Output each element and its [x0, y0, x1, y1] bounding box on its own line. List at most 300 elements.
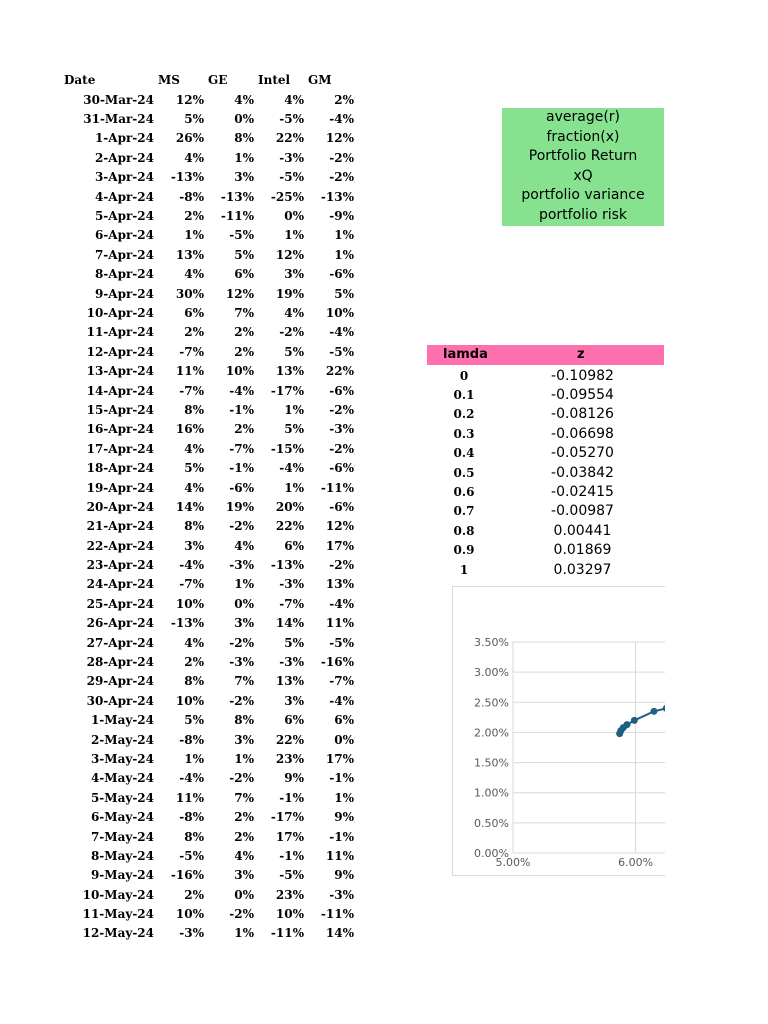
header-intel: Intel: [258, 73, 291, 87]
date-cell: 2-May-24: [90, 732, 154, 747]
ms-cell: 2%: [184, 887, 204, 902]
lambda-table: [427, 366, 664, 579]
portfolio-summary-labels: [502, 108, 664, 226]
ge-cell: -3%: [229, 655, 254, 670]
intel-cell: 14%: [275, 616, 304, 631]
ge-cell: -13%: [220, 189, 254, 204]
ge-cell: 2%: [234, 325, 254, 340]
table-row: [427, 463, 664, 482]
z-cell: -0.02415: [551, 484, 614, 501]
table-row: [58, 827, 354, 846]
lamda-cell: 0.2: [453, 407, 475, 422]
y-tick-label: 0.00%: [474, 847, 509, 860]
returns-body: [58, 90, 354, 943]
ge-cell: 3%: [234, 170, 254, 185]
intel-cell: -5%: [279, 112, 304, 127]
z-cell: -0.09554: [551, 387, 614, 404]
ge-cell: 5%: [234, 247, 254, 262]
date-cell: 9-Apr-24: [94, 286, 154, 301]
date-cell: 8-May-24: [90, 848, 154, 863]
gm-cell: 2%: [334, 92, 354, 107]
table-row: [58, 885, 354, 904]
ge-cell: 7%: [234, 674, 254, 689]
table-row: [427, 444, 664, 463]
date-cell: 15-Apr-24: [86, 402, 154, 417]
ms-cell: 14%: [175, 499, 204, 514]
gm-cell: -11%: [320, 907, 354, 922]
gm-cell: 0%: [334, 732, 354, 747]
lamda-cell: 0.3: [453, 426, 475, 441]
gm-cell: 12%: [325, 519, 354, 534]
gm-cell: -2%: [329, 170, 354, 185]
ge-cell: 1%: [234, 926, 254, 941]
y-tick-label: 1.00%: [474, 786, 509, 800]
date-cell: 22-Apr-24: [86, 538, 154, 553]
table-row: [58, 866, 354, 885]
lamda-cell: 0.9: [453, 543, 475, 558]
table-row: [58, 594, 354, 613]
intel-cell: 19%: [275, 286, 304, 301]
gm-cell: 9%: [334, 810, 354, 825]
ms-cell: 11%: [175, 364, 204, 379]
gm-cell: -2%: [329, 441, 354, 456]
header-ms: MS: [158, 73, 180, 87]
ms-cell: 8%: [184, 402, 204, 417]
date-cell: 13-Apr-24: [86, 364, 154, 379]
intel-cell: 23%: [275, 751, 304, 766]
intel-cell: 3%: [284, 693, 304, 708]
header-lamda: lamda: [443, 347, 488, 362]
table-row: [58, 420, 354, 439]
gm-cell: -4%: [329, 596, 354, 611]
date-cell: 30-Mar-24: [83, 92, 154, 107]
intel-cell: -11%: [270, 926, 304, 941]
intel-cell: -15%: [270, 441, 304, 456]
summary-label-portfolio-risk: portfolio risk: [538, 206, 628, 223]
table-row: [58, 749, 354, 768]
table-row: [58, 769, 354, 788]
ge-cell: 1%: [234, 751, 254, 766]
date-cell: 12-Apr-24: [86, 344, 154, 359]
date-cell: 14-Apr-24: [86, 383, 154, 398]
intel-cell: 4%: [284, 305, 304, 320]
summary-label-average: average(r): [546, 109, 620, 125]
date-cell: 16-Apr-24: [86, 422, 154, 437]
table-row: [58, 303, 354, 322]
intel-cell: 6%: [284, 538, 304, 553]
intel-cell: 23%: [275, 887, 304, 902]
intel-cell: 10%: [275, 907, 304, 922]
intel-cell: 20%: [275, 499, 304, 514]
gm-cell: -2%: [329, 558, 354, 573]
z-cell: -0.03842: [551, 464, 614, 481]
ms-cell: 30%: [175, 286, 204, 301]
data-point: [631, 717, 638, 724]
table-row: [58, 614, 354, 633]
z-cell: -0.06698: [551, 425, 614, 442]
intel-cell: -3%: [279, 655, 304, 670]
intel-cell: -3%: [279, 577, 304, 592]
date-cell: 23-Apr-24: [86, 558, 154, 573]
ms-cell: 6%: [184, 305, 204, 320]
date-cell: 3-May-24: [90, 751, 154, 766]
ge-cell: 3%: [234, 868, 254, 883]
chart-svg: [453, 587, 665, 875]
ms-cell: 1%: [184, 751, 204, 766]
table-row: [58, 517, 354, 536]
gm-cell: -4%: [329, 112, 354, 127]
ms-cell: -3%: [179, 926, 204, 941]
date-cell: 27-Apr-24: [86, 635, 154, 650]
date-cell: 25-Apr-24: [86, 596, 154, 611]
ms-cell: -8%: [179, 732, 204, 747]
ge-cell: -2%: [229, 693, 254, 708]
ge-cell: -2%: [229, 771, 254, 786]
gm-cell: -11%: [320, 480, 354, 495]
gm-cell: -3%: [329, 422, 354, 437]
lambda-table-body: [427, 366, 664, 579]
date-cell: 6-May-24: [90, 810, 154, 825]
gm-cell: 17%: [325, 538, 354, 553]
ms-cell: -13%: [170, 170, 204, 185]
ge-cell: -11%: [220, 209, 254, 224]
intel-cell: 4%: [284, 92, 304, 107]
date-cell: 1-Apr-24: [94, 131, 154, 146]
intel-cell: 6%: [284, 713, 304, 728]
table-row: [58, 633, 354, 652]
gm-cell: 6%: [334, 713, 354, 728]
summary-label-fraction: fraction(x): [546, 128, 620, 145]
ms-cell: 11%: [175, 790, 204, 805]
date-cell: 26-Apr-24: [86, 616, 154, 631]
intel-cell: 17%: [275, 829, 304, 844]
ms-cell: 8%: [184, 519, 204, 534]
ge-cell: -5%: [229, 228, 254, 243]
ge-cell: 2%: [234, 344, 254, 359]
intel-cell: 9%: [284, 771, 304, 786]
ms-cell: 16%: [175, 422, 204, 437]
z-cell: 0.00441: [553, 522, 612, 539]
gm-cell: 10%: [325, 305, 354, 320]
x-tick-label: 6.00%: [618, 856, 654, 869]
date-cell: 24-Apr-24: [86, 577, 154, 592]
ms-cell: 10%: [175, 907, 204, 922]
summary-label-xq: xQ: [573, 167, 593, 184]
gm-cell: -4%: [329, 325, 354, 340]
data-point: [624, 721, 631, 728]
ms-cell: -7%: [179, 383, 204, 398]
table-row: [58, 478, 354, 497]
date-cell: 20-Apr-24: [86, 499, 154, 514]
gm-cell: 1%: [334, 228, 354, 243]
table-row: [58, 400, 354, 419]
table-row: [58, 206, 354, 225]
ge-cell: -7%: [229, 441, 254, 456]
date-cell: 10-Apr-24: [86, 305, 154, 320]
table-row: [58, 265, 354, 284]
intel-cell: 12%: [275, 247, 304, 262]
intel-cell: -1%: [279, 790, 304, 805]
intel-cell: -17%: [270, 810, 304, 825]
gm-cell: -7%: [329, 674, 354, 689]
gm-cell: 5%: [334, 286, 354, 301]
header-date: Date: [64, 73, 96, 87]
intel-cell: -25%: [270, 189, 304, 204]
gm-cell: -5%: [329, 635, 354, 650]
ge-cell: 0%: [234, 112, 254, 127]
z-cell: -0.00987: [551, 503, 614, 520]
ge-cell: 4%: [234, 538, 254, 553]
table-row: [58, 323, 354, 342]
table-row: [58, 284, 354, 303]
ge-cell: 1%: [234, 577, 254, 592]
ge-cell: 12%: [225, 286, 254, 301]
date-cell: 8-Apr-24: [94, 267, 154, 282]
y-tick-label: 2.50%: [474, 696, 509, 710]
date-cell: 21-Apr-24: [86, 519, 154, 534]
table-row: [58, 148, 354, 167]
gm-cell: -6%: [329, 383, 354, 398]
gm-cell: -2%: [329, 150, 354, 165]
intel-cell: 13%: [275, 364, 304, 379]
intel-cell: -3%: [279, 150, 304, 165]
table-row: [427, 482, 664, 501]
ge-cell: 7%: [234, 790, 254, 805]
x-tick-label: 5.00%: [495, 856, 531, 869]
ge-cell: 3%: [234, 616, 254, 631]
table-row: [427, 385, 664, 404]
ms-cell: 26%: [175, 131, 204, 146]
gm-cell: -9%: [329, 209, 354, 224]
ge-cell: 3%: [234, 732, 254, 747]
date-cell: 29-Apr-24: [86, 674, 154, 689]
ge-cell: 8%: [234, 131, 254, 146]
ms-cell: 1%: [184, 228, 204, 243]
efficient-frontier-chart: [452, 586, 665, 876]
table-row: [58, 846, 354, 865]
intel-cell: 1%: [284, 228, 304, 243]
date-cell: 4-May-24: [90, 771, 154, 786]
intel-cell: 22%: [275, 732, 304, 747]
intel-cell: -4%: [279, 461, 304, 476]
intel-cell: -1%: [279, 848, 304, 863]
gm-cell: -2%: [329, 402, 354, 417]
ms-cell: 2%: [184, 209, 204, 224]
table-row: [58, 129, 354, 148]
intel-cell: -2%: [279, 325, 304, 340]
y-tick-label: 0.50%: [474, 816, 509, 830]
table-row: [58, 458, 354, 477]
ge-cell: -2%: [229, 635, 254, 650]
table-row: [58, 342, 354, 361]
gm-cell: -6%: [329, 267, 354, 282]
ms-cell: 3%: [184, 538, 204, 553]
gm-cell: 14%: [325, 926, 354, 941]
table-row: [427, 560, 664, 579]
ge-cell: -2%: [229, 907, 254, 922]
ge-cell: 4%: [234, 92, 254, 107]
table-row: [58, 788, 354, 807]
intel-cell: 0%: [284, 209, 304, 224]
lambda-table-header: [427, 345, 664, 365]
ms-cell: 12%: [175, 92, 204, 107]
date-cell: 17-Apr-24: [86, 441, 154, 456]
returns-header-row: [58, 70, 354, 90]
ms-cell: -16%: [170, 868, 204, 883]
gm-cell: -13%: [320, 189, 354, 204]
header-ge: GE: [208, 73, 228, 87]
ms-cell: -7%: [179, 344, 204, 359]
summary-label-portfolio-return: Portfolio Return: [528, 148, 638, 165]
z-cell: 0.01869: [553, 542, 612, 559]
lamda-cell: 1: [459, 562, 469, 577]
series-line: [620, 708, 665, 733]
gm-cell: 12%: [325, 131, 354, 146]
ge-cell: 8%: [234, 713, 254, 728]
ms-cell: 4%: [184, 150, 204, 165]
gm-cell: -6%: [329, 499, 354, 514]
ge-cell: 2%: [234, 829, 254, 844]
table-row: [58, 730, 354, 749]
y-tick-label: 3.00%: [474, 666, 509, 680]
date-cell: 2-Apr-24: [94, 150, 154, 165]
ms-cell: 8%: [184, 829, 204, 844]
y-tick-label: 2.00%: [474, 726, 509, 740]
header-gm: GM: [308, 73, 332, 87]
ms-cell: -13%: [170, 616, 204, 631]
date-cell: 11-Apr-24: [86, 325, 154, 340]
gm-cell: -1%: [329, 829, 354, 844]
ms-cell: 2%: [184, 655, 204, 670]
ms-cell: 10%: [175, 596, 204, 611]
table-row: [58, 187, 354, 206]
table-row: [58, 245, 354, 264]
ms-cell: 10%: [175, 693, 204, 708]
lamda-cell: 0.1: [453, 388, 475, 403]
z-cell: -0.10982: [551, 367, 614, 384]
date-cell: 10-May-24: [82, 887, 154, 902]
table-row: [58, 90, 354, 109]
ms-cell: 5%: [184, 713, 204, 728]
header-z: z: [577, 347, 585, 362]
intel-cell: 22%: [275, 131, 304, 146]
date-cell: 31-Mar-24: [83, 112, 154, 127]
data-point: [650, 708, 657, 715]
table-row: [427, 424, 664, 443]
table-row: [58, 536, 354, 555]
ge-cell: -2%: [229, 519, 254, 534]
ge-cell: 19%: [225, 499, 254, 514]
y-tick-label: 3.50%: [474, 636, 509, 649]
gm-cell: -3%: [329, 887, 354, 902]
gm-cell: -16%: [320, 655, 354, 670]
table-row: [58, 711, 354, 730]
date-cell: 4-Apr-24: [94, 189, 154, 204]
date-cell: 11-May-24: [82, 907, 154, 922]
table-row: [58, 497, 354, 516]
lamda-cell: 0.7: [453, 504, 475, 519]
table-row: [58, 904, 354, 923]
table-row: [58, 109, 354, 128]
table-row: [58, 439, 354, 458]
date-cell: 18-Apr-24: [86, 461, 154, 476]
ms-cell: 2%: [184, 325, 204, 340]
gm-cell: 17%: [325, 751, 354, 766]
gm-cell: -6%: [329, 461, 354, 476]
intel-cell: 5%: [284, 422, 304, 437]
gm-cell: -4%: [329, 693, 354, 708]
table-row: [58, 575, 354, 594]
gm-cell: 11%: [325, 616, 354, 631]
lamda-cell: 0.6: [453, 485, 475, 500]
gm-cell: 13%: [325, 577, 354, 592]
intel-cell: -5%: [279, 170, 304, 185]
gm-cell: 9%: [334, 868, 354, 883]
intel-cell: 1%: [284, 402, 304, 417]
ge-cell: 1%: [234, 150, 254, 165]
table-row: [58, 672, 354, 691]
ge-cell: 2%: [234, 810, 254, 825]
gm-cell: 11%: [325, 848, 354, 863]
ms-cell: -7%: [179, 577, 204, 592]
ms-cell: 13%: [175, 247, 204, 262]
intel-cell: -17%: [270, 383, 304, 398]
table-row: [58, 555, 354, 574]
intel-cell: 5%: [284, 635, 304, 650]
date-cell: 9-May-24: [90, 868, 154, 883]
gm-cell: -5%: [329, 344, 354, 359]
ms-cell: 4%: [184, 267, 204, 282]
intel-cell: 5%: [284, 344, 304, 359]
z-cell: -0.08126: [551, 406, 614, 423]
date-cell: 12-May-24: [82, 926, 154, 941]
table-row: [58, 226, 354, 245]
ms-cell: 4%: [184, 441, 204, 456]
table-row: [58, 652, 354, 671]
intel-cell: 22%: [275, 519, 304, 534]
returns-table: [58, 70, 354, 943]
ms-cell: -8%: [179, 189, 204, 204]
ge-cell: 4%: [234, 848, 254, 863]
summary-label-portfolio-variance: portfolio variance: [521, 187, 645, 204]
date-cell: 19-Apr-24: [86, 480, 154, 495]
ge-cell: -4%: [229, 383, 254, 398]
date-cell: 6-Apr-24: [94, 228, 154, 243]
lamda-cell: 0: [459, 368, 469, 383]
lamda-cell: 0.4: [453, 446, 475, 461]
table-row: [427, 521, 664, 540]
table-row: [58, 691, 354, 710]
intel-cell: 13%: [275, 674, 304, 689]
date-cell: 5-Apr-24: [94, 209, 154, 224]
intel-cell: -7%: [279, 596, 304, 611]
data-point: [663, 705, 665, 712]
ge-cell: 0%: [234, 887, 254, 902]
date-cell: 7-Apr-24: [94, 247, 154, 262]
ge-cell: 2%: [234, 422, 254, 437]
date-cell: 1-May-24: [90, 713, 154, 728]
ms-cell: -5%: [179, 848, 204, 863]
ge-cell: 6%: [234, 267, 254, 282]
table-row: [427, 405, 664, 424]
ms-cell: -4%: [179, 558, 204, 573]
gm-cell: 1%: [334, 790, 354, 805]
table-row: [58, 361, 354, 380]
intel-cell: -13%: [270, 558, 304, 573]
ge-cell: -6%: [229, 480, 254, 495]
ge-cell: 0%: [234, 596, 254, 611]
table-row: [427, 366, 664, 385]
